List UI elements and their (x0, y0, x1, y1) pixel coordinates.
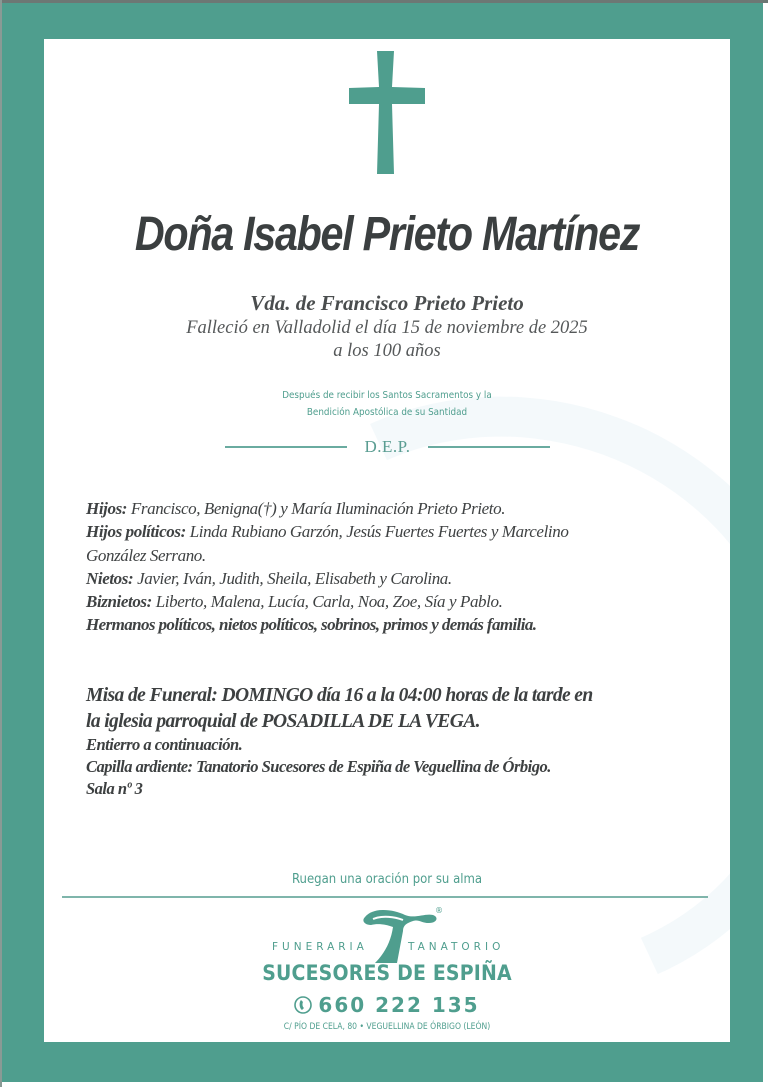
footer-separator (62, 896, 708, 898)
family-list (86, 497, 726, 637)
family-row-continuation (86, 544, 726, 567)
family-label: Hijos: (86, 499, 128, 518)
phone-number[interactable]: 660 222 135 (318, 993, 480, 1017)
funeraria-tree-logo-icon (359, 905, 445, 963)
funeral-service-info (86, 683, 730, 800)
dep-text: D.E.P. (364, 437, 411, 456)
family-names: Linda Rubiano Garzón, Jesús Fuertes Fuertes y Marcelino (185, 522, 569, 542)
family-names: Liberto, Malena, Lucía, Carla, Noa, Zoe, Sía y Pablo. (151, 592, 503, 612)
funeral-home-address: C/ PÍO DE CELA, 80 • VEGUELLINA DE ÓRBIGO (LEÓN) (283, 1022, 491, 1032)
logo-text-tanatorio: TANATORIO (408, 941, 505, 953)
divider-line-left (225, 446, 347, 448)
cross-icon (349, 51, 425, 174)
sacraments-line-1: Después de recibir los Santos Sacramentos y la (282, 390, 492, 401)
family-row-nietos (86, 567, 726, 590)
divider-line-right (428, 446, 550, 448)
family-row-biznietos (86, 590, 726, 613)
family-names: Javier, Iván, Judith, Sheila, Elisabeth y Carolina. (133, 568, 452, 588)
family-closing: Hermanos políticos, nietos políticos, sobrinos, primos y demás familia. (86, 615, 537, 635)
burial-info: Entierro a continuación. (86, 735, 243, 754)
sacraments-line-2: Bendición Apostólica de su Santidad (306, 407, 468, 418)
family-label: Biznietos: (86, 592, 152, 612)
prayer-request: Ruegan una oración por su alma (291, 872, 483, 887)
dep-divider (225, 435, 550, 459)
sacraments-note (85, 387, 689, 421)
registered-mark: ® (435, 906, 443, 915)
mass-info-line-2: la iglesia parroquial de POSADILLA DE LA VEGA. (86, 710, 480, 732)
family-names: Francisco, Benigna(†) y María Iluminación Prieto Prieto. (127, 499, 506, 518)
logo-text-funeraria: FUNERARIA (272, 941, 368, 953)
room-info: Sala nº 3 (86, 779, 143, 798)
deceased-name: Doña Isabel Prieto Martínez (134, 208, 640, 261)
death-info: Falleció en Valladolid el día 15 de noviembre de 2025 (186, 318, 588, 338)
age-at-death: a los 100 años (333, 341, 441, 361)
mass-info-line-1: Misa de Funeral: DOMINGO día 16 a la 04:00 horas de la tarde en (86, 685, 593, 706)
family-label: Hijos políticos: (86, 522, 186, 542)
phone-icon (294, 996, 312, 1014)
family-row-hijos (86, 497, 726, 520)
family-row-hijos-politicos (86, 520, 726, 543)
widow-of: Vda. de Francisco Prieto Prieto (250, 291, 524, 315)
obituary-card (44, 39, 730, 1042)
family-label: Nietos: (86, 568, 134, 588)
family-names: González Serrano. (86, 545, 206, 565)
chapel-info: Capilla ardiente: Tanatorio Sucesores de Espiña de Veguellina de Órbigo. (86, 757, 551, 776)
phone-contact (44, 993, 730, 1017)
funeral-home-name: SUCESORES DE ESPIÑA (262, 961, 512, 985)
funeral-home-logo (44, 905, 730, 963)
